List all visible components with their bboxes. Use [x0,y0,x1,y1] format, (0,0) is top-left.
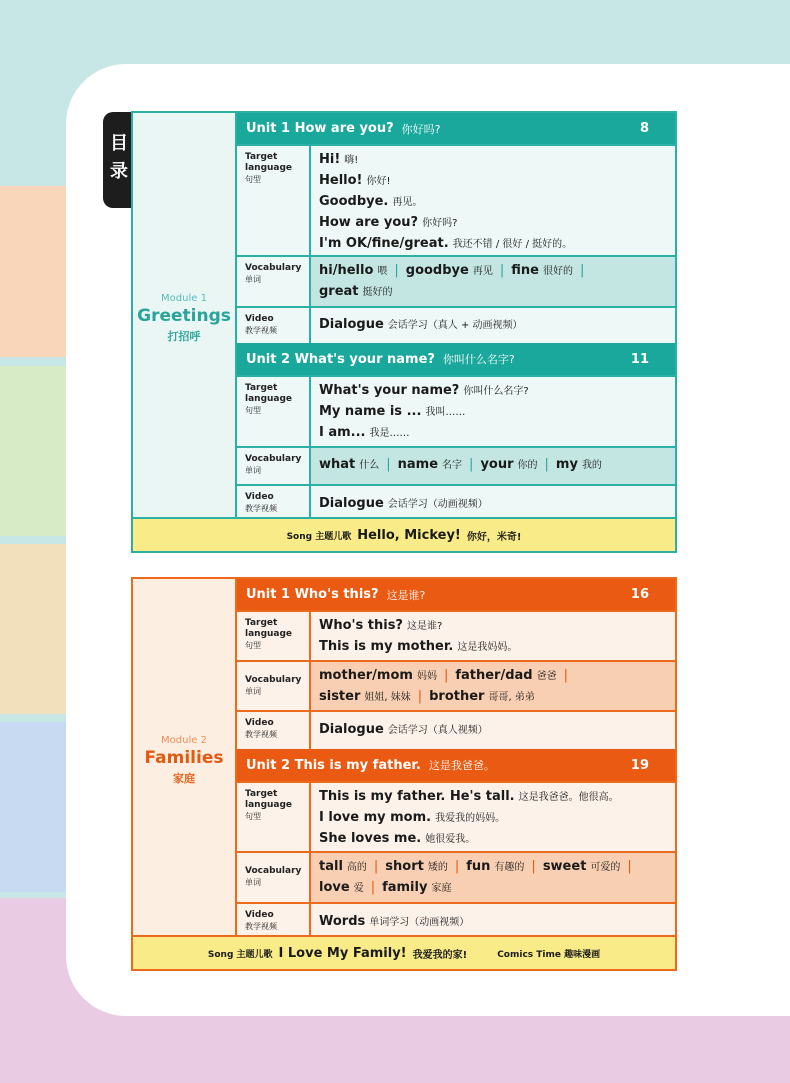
target-sentences: This is my father. He's tall. 这是我爸爸。他很高。 I love my mom. 我爱我的妈妈。 She loves me. 她很爱我。 [311,783,675,851]
tab-char: 目 [110,133,128,154]
unit-title: Unit 2 What's your name? [246,351,435,367]
row-label: Video 教学视频 [237,904,311,941]
comics-time-label[interactable]: Comics Time 趣味漫画 [497,949,601,960]
module-title: Greetings [137,305,231,326]
vocabulary-list: what 什么 | name 名字 | your 你的 | my 我的 [311,448,675,484]
module-heading [133,113,237,523]
vocabulary-row [237,660,675,710]
target-language-row [237,375,675,446]
target-sentences: Hi! 嗨! Hello! 你好! Goodbye. 再见。 How are you? 你好吗? I'm OK/fine/great. 我还不错 / 很好 / 挺好的。 [311,146,675,255]
module-2 [131,577,677,971]
page-number: 8 [639,121,649,136]
row-label: Target language 句型 [237,783,311,851]
video-item[interactable]: Dialogue 会话学习（真人 + 动画视频） [311,308,675,343]
row-label: Vocabulary 单词 [237,853,311,902]
tab-char: 录 [110,161,128,182]
video-item[interactable]: Dialogue 会话学习（真人视频） [311,712,675,749]
video-row [237,306,675,343]
vocabulary-list: hi/hello 喂 | goodbye 再见 | fine 很好的 | great 挺好的 [311,257,675,306]
module-number: Module 2 [161,734,207,746]
unit-header[interactable] [237,749,675,781]
unit-title-cn: 你叫什么名字? [442,353,515,366]
unit-title: Unit 1 How are you? [246,121,394,136]
target-sentences: What's your name? 你叫什么名字? My name is ... 我叫…… I am... 我是…… [311,377,675,446]
unit-title-cn: 这是谁? [386,588,426,602]
page-number: 16 [630,587,649,602]
row-label: Target language 句型 [237,377,311,446]
song-title: I Love My Family! [278,945,407,961]
song-title: Hello, Mickey! [357,527,461,543]
module-title-cn: 打招呼 [167,329,201,343]
row-label: Vocabulary 单词 [237,662,311,710]
unit-title-cn: 你好吗? [401,122,441,136]
target-language-row [237,781,675,851]
page-number: 11 [630,351,649,367]
song-label: Song 主题儿歌 [207,949,273,960]
song-bar[interactable] [133,517,675,551]
stripe-green [0,366,66,536]
vocabulary-list: tall 高的 | short 矮的 | fun 有趣的 | sweet 可爱的 | love 爱 | family 家庭 [311,853,675,902]
unit-title-cn: 这是我爸爸。 [428,759,495,772]
module-title-cn: 家庭 [173,771,195,785]
row-label: Video 教学视频 [237,486,311,523]
row-label: Vocabulary 单词 [237,257,311,306]
vocabulary-row [237,255,675,306]
vocabulary-list: mother/mom 妈妈 | father/dad 爸爸 | sister 姐姐, 妹妹 | brother 哥哥, 弟弟 [311,662,675,710]
stripe-peach [0,186,66,357]
song-title-cn: 我爱我的家! [412,949,468,961]
stripe-blue [0,722,66,892]
video-item[interactable]: Dialogue 会话学习（动画视频） [311,486,675,523]
page-number: 19 [630,757,649,773]
row-label: Video 教学视频 [237,308,311,343]
song-bar[interactable] [133,935,675,969]
unit-header[interactable] [237,113,675,144]
module-heading [133,579,237,941]
vocabulary-row [237,446,675,484]
vocabulary-row [237,851,675,902]
song-label: Song 主题儿歌 [286,531,352,542]
module-1 [131,111,677,553]
stripe-beige [0,544,66,714]
unit-header[interactable] [237,343,675,375]
unit-title: Unit 1 Who's this? [246,587,379,602]
target-sentences: Who's this? 这是谁? This is my mother. 这是我妈妈。 [311,612,675,660]
row-label: Target language 句型 [237,612,311,660]
module-title: Families [144,747,224,768]
module-number: Module 1 [161,292,207,304]
row-label: Vocabulary 单词 [237,448,311,484]
unit-header[interactable] [237,579,675,610]
target-language-row [237,144,675,255]
video-row [237,710,675,749]
unit-title: Unit 2 This is my father. [246,757,421,773]
row-label: Video 教学视频 [237,712,311,749]
song-title-cn: 你好，米奇! [466,531,522,543]
video-item[interactable]: Words 单词学习（动画视频） [311,904,675,941]
target-language-row [237,610,675,660]
row-label: Target language 句型 [237,146,311,255]
